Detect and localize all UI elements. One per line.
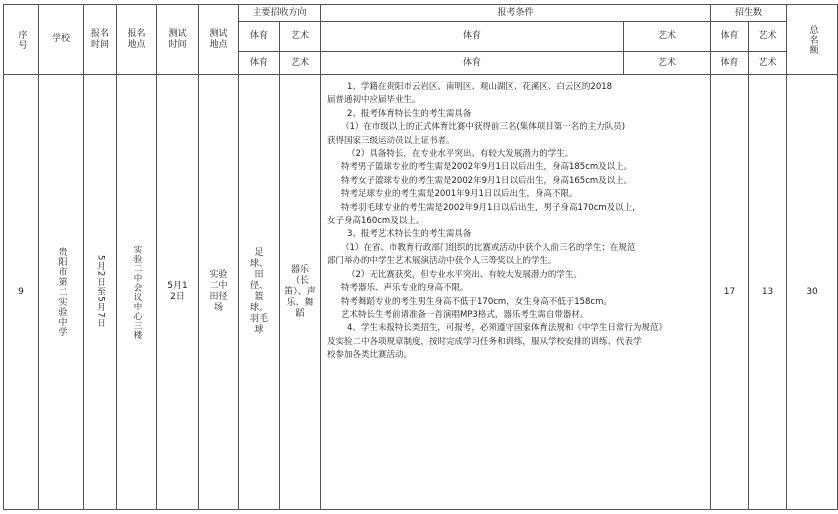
header-req-sports-sub: 体育 — [321, 52, 624, 75]
header-sports-sub: 体育 — [239, 52, 280, 75]
row-test-place: 实验二中田径场 — [199, 75, 239, 510]
header-enroll-sports-sub: 体育 — [711, 52, 749, 75]
header-enroll-sports: 体育 — [711, 22, 749, 52]
header-enroll: 招生数 — [711, 5, 787, 22]
req-line: 部门举办的中学生艺术展演活动中获个人三等奖以上的学生。 — [327, 256, 557, 267]
req-line: （1）在省、市教育行政部门组织的比赛或活动中获个人前三名的学生；在规范 — [341, 242, 636, 253]
req-line: 及实验二中各项规章制度，按时完成学习任务和训练，服从学校安排的训练、代表学 — [327, 336, 642, 347]
row-arts: 器乐（长笛）、声乐、舞蹈 — [280, 75, 321, 510]
header-test-place: 测试地点 — [199, 5, 239, 75]
header-req-arts: 艺术 — [624, 22, 711, 52]
header-school: 学校 — [39, 5, 84, 75]
req-line: 特考器乐、声乐专业的身高不限。 — [341, 283, 469, 294]
row-signup-place: 实验二中会议中心三楼 — [117, 75, 157, 510]
row-enroll-arts: 13 — [749, 75, 787, 510]
row-requirements — [321, 75, 711, 510]
row-total: 30 — [787, 75, 838, 510]
req-line: 2、报考体育特长生的考生需具备 — [347, 108, 472, 119]
header-req-sports: 体育 — [321, 22, 624, 52]
header-signup-place: 报名地点 — [117, 5, 157, 75]
req-line: （2）无比赛获奖，但专业水平突出、有较大发展潜力的学生。 — [347, 269, 582, 280]
header-index: 序号 — [4, 5, 39, 75]
header-enroll-arts-sub: 艺术 — [749, 52, 787, 75]
header-test-time: 测试时间 — [157, 5, 199, 75]
header-arts-sub: 艺术 — [280, 52, 321, 75]
row-index: 9 — [4, 75, 39, 510]
req-line: （1）在市级以上的正式体育比赛中获得前三名(集体项目第一名的主力队员) — [341, 122, 626, 133]
req-line: 4、学生未报特长类招生，可报考，必须遵守国家体育法规和《中学生日常行为规范》 — [347, 323, 667, 334]
header-requirements: 报考条件 — [321, 5, 711, 22]
req-line: 校参加各类比赛活动。 — [327, 350, 413, 361]
req-line: 特考男子篮球专业的考生需是2002年9月1日以后出生，身高185cm及以上。 — [341, 162, 633, 173]
header-arts: 艺术 — [280, 22, 321, 52]
header-req-arts-sub: 艺术 — [624, 52, 711, 75]
header-sports: 体育 — [239, 22, 280, 52]
table-row — [4, 75, 838, 510]
req-line: 特考羽毛球专业的考生需是2002年9月1日以后出生，男子身高170cm及以上， — [341, 202, 641, 213]
header-signup-time: 报名时间 — [84, 5, 117, 75]
req-line: 届普通初中应届毕业生。 — [327, 95, 421, 106]
req-line: 1、学籍在贵阳市云岩区、南明区、观山湖区、花溪区、白云区的2018 — [347, 82, 613, 92]
req-line: 特考舞蹈专业的考生男生身高不低于170cm，女生身高不低于158cm。 — [341, 296, 612, 307]
row-school: 贵阳市第二实验中学 — [39, 75, 84, 510]
row-test-time: 5月12日 — [157, 75, 199, 510]
req-line: 女子身高160cm及以上。 — [327, 216, 425, 227]
header-enroll-arts: 艺术 — [749, 22, 787, 52]
admission-table — [3, 4, 838, 510]
req-line: 3、报考艺术特长生的考生需具备 — [347, 229, 472, 240]
req-line: 艺术特长生考前请准备一首演唱MP3格式，器乐考生需自带器材。 — [341, 309, 589, 320]
row-sports: 足球、田径、篮球、羽毛球 — [239, 75, 280, 510]
req-line: 特考足球专业的考生需是2001年9月1日以后出生，身高不限。 — [341, 189, 578, 200]
req-line: （2）具备特长，在专业水平突出、有较大发展潜力的学生。 — [347, 149, 574, 160]
row-signup-time: 5月2日至5月7日 — [84, 75, 117, 510]
header-total: 总名额 — [787, 5, 838, 75]
row-enroll-sports: 17 — [711, 75, 749, 510]
header-main-items: 主要招收方向 — [239, 5, 321, 22]
req-line: 特考女子篮球专业的考生需是2002年9月1日以后出生，身高165cm及以上。 — [341, 175, 633, 186]
req-line: 获得国家三级运动员以上证书者。 — [327, 135, 455, 146]
